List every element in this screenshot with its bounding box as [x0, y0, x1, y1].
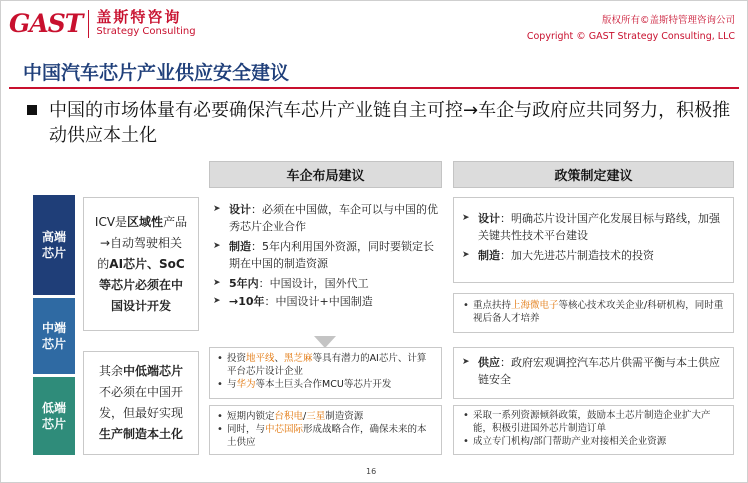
copyright-cn: 版权所有©盖斯特管理咨询公司 [601, 15, 735, 26]
list-item: • 与华为等本土巨头合作MCU等芯片开发 [216, 378, 435, 391]
enterprise-high-list [213, 201, 441, 310]
list-item: • 采取一系列资源倾斜政策，鼓励本土芯片制造企业扩大产能，积极引进国外芯片制造订单 [462, 409, 725, 435]
policy-high-list [462, 210, 725, 264]
low-desc-text: 其余 [98, 364, 123, 378]
list-item: ➤ 制造：加大先进芯片制造技术的投资 [462, 247, 725, 264]
low-desc-line: 发，但最好实现 [98, 406, 183, 420]
high-end-description [83, 197, 199, 331]
tier-low [33, 377, 75, 455]
list-item: • 同时，与中芯国际形成战略合作，确保未来的本土供应 [216, 423, 435, 449]
company-highlight: 黑芝麻 [284, 353, 313, 364]
enterprise-high-box [213, 201, 441, 329]
list-item: ➤ 设计：必须在中国做，车企可以与中国的优秀芯片企业合作 [213, 201, 441, 235]
tier-high [33, 195, 75, 295]
high-desc-text: ICV是 [94, 214, 128, 229]
copyright [527, 13, 735, 45]
policy-mid-box [453, 293, 734, 333]
page-number: 16 [366, 467, 377, 476]
high-desc-text: 的 [97, 256, 110, 271]
list-item: ➤ 制造：5年内利用国外资源，同时要锁定长期在中国的制造资源 [213, 238, 441, 272]
company-highlight: 三星 [306, 411, 326, 422]
company-highlight: 上海微电子 [511, 300, 559, 311]
high-desc-emphasis: AI芯片、SoC [109, 256, 185, 271]
tier-mid [33, 298, 75, 374]
list-item: • 成立专门机构/部门帮助产业对接相关企业资源 [462, 435, 725, 448]
high-desc-emphasis: 区域性 [127, 214, 164, 229]
logo-separator [88, 10, 89, 38]
square-bullet-icon [27, 105, 37, 115]
low-desc-line: 生产制造本土化 [98, 427, 183, 441]
list-item: ➤ 供应：政府宏观调控汽车芯片供需平衡与本土供应链安全 [462, 354, 725, 388]
tier-high-label: 高端芯片 [41, 230, 66, 260]
main-bullet [27, 98, 739, 148]
list-item: • 短期内锁定台积电/三星制造资源 [216, 410, 435, 423]
low-desc-line: 不必须在中国开 [98, 385, 183, 399]
enterprise-mid-list [216, 352, 435, 391]
company-highlight: 中芯国际 [265, 424, 304, 435]
policy-high-box [453, 197, 734, 283]
logo-mark: GAST [9, 9, 83, 38]
policy-low-main-box [453, 347, 734, 399]
policy-low-sub-list [462, 409, 725, 448]
list-item: ➤ 5年内：中国设计，国外代工 [213, 275, 441, 292]
logo-cn: 盖斯特咨询 [96, 8, 182, 26]
high-desc-line: 国设计开发 [110, 298, 171, 313]
page-title: 中国汽车芯片产业供应安全建议 [23, 62, 290, 84]
low-end-description [83, 351, 199, 455]
high-desc-line: 等芯片必须在中 [98, 277, 183, 292]
logo-en: Strategy Consulting [96, 26, 196, 37]
high-desc-line: →自动驾驶相关 [99, 235, 183, 250]
logo-text [96, 9, 195, 38]
main-bullet-text: 中国的市场体量有必要确保汽车芯片产业链自主可控→车企与政府应共同努力，积极推动供应本土化 [49, 100, 731, 146]
tier-low-label: 低端芯片 [41, 401, 66, 431]
low-desc-emphasis: 中低端芯片 [123, 364, 184, 378]
tier-mid-label: 中端芯片 [41, 321, 66, 351]
company-highlight: 台积电 [274, 411, 304, 422]
list-item: ➤ 设计：明确芯片设计国产化发展目标与路线，加强关键共性技术平台建设 [462, 210, 725, 244]
column-header-policy: 政策制定建议 [453, 161, 734, 188]
column-header-enterprise: 车企布局建议 [209, 161, 442, 188]
policy-mid-list [462, 299, 725, 325]
list-item: ➤ →10年：中国设计+中国制造 [213, 293, 441, 310]
copyright-en: Copyright © GAST Strategy Consulting, LLC [526, 31, 735, 42]
high-desc-text: 产品 [163, 214, 188, 229]
title-divider [9, 87, 739, 89]
enterprise-low-box [209, 405, 442, 455]
policy-low-sub-box [453, 405, 734, 455]
policy-low-main-list [462, 354, 725, 388]
list-item: • 投资地平线、黑芝麻等具有潜力的AI芯片、计算平台芯片设计企业 [216, 352, 435, 378]
company-highlight: 华为 [236, 379, 256, 390]
list-item: • 重点扶持上海微电子等核心技术攻关企业/科研机构，同时重视后备人才培养 [462, 299, 725, 325]
gast-logo [9, 9, 196, 38]
enterprise-low-list [216, 410, 435, 449]
company-highlight: 地平线 [246, 353, 275, 364]
enterprise-mid-box [209, 347, 442, 399]
